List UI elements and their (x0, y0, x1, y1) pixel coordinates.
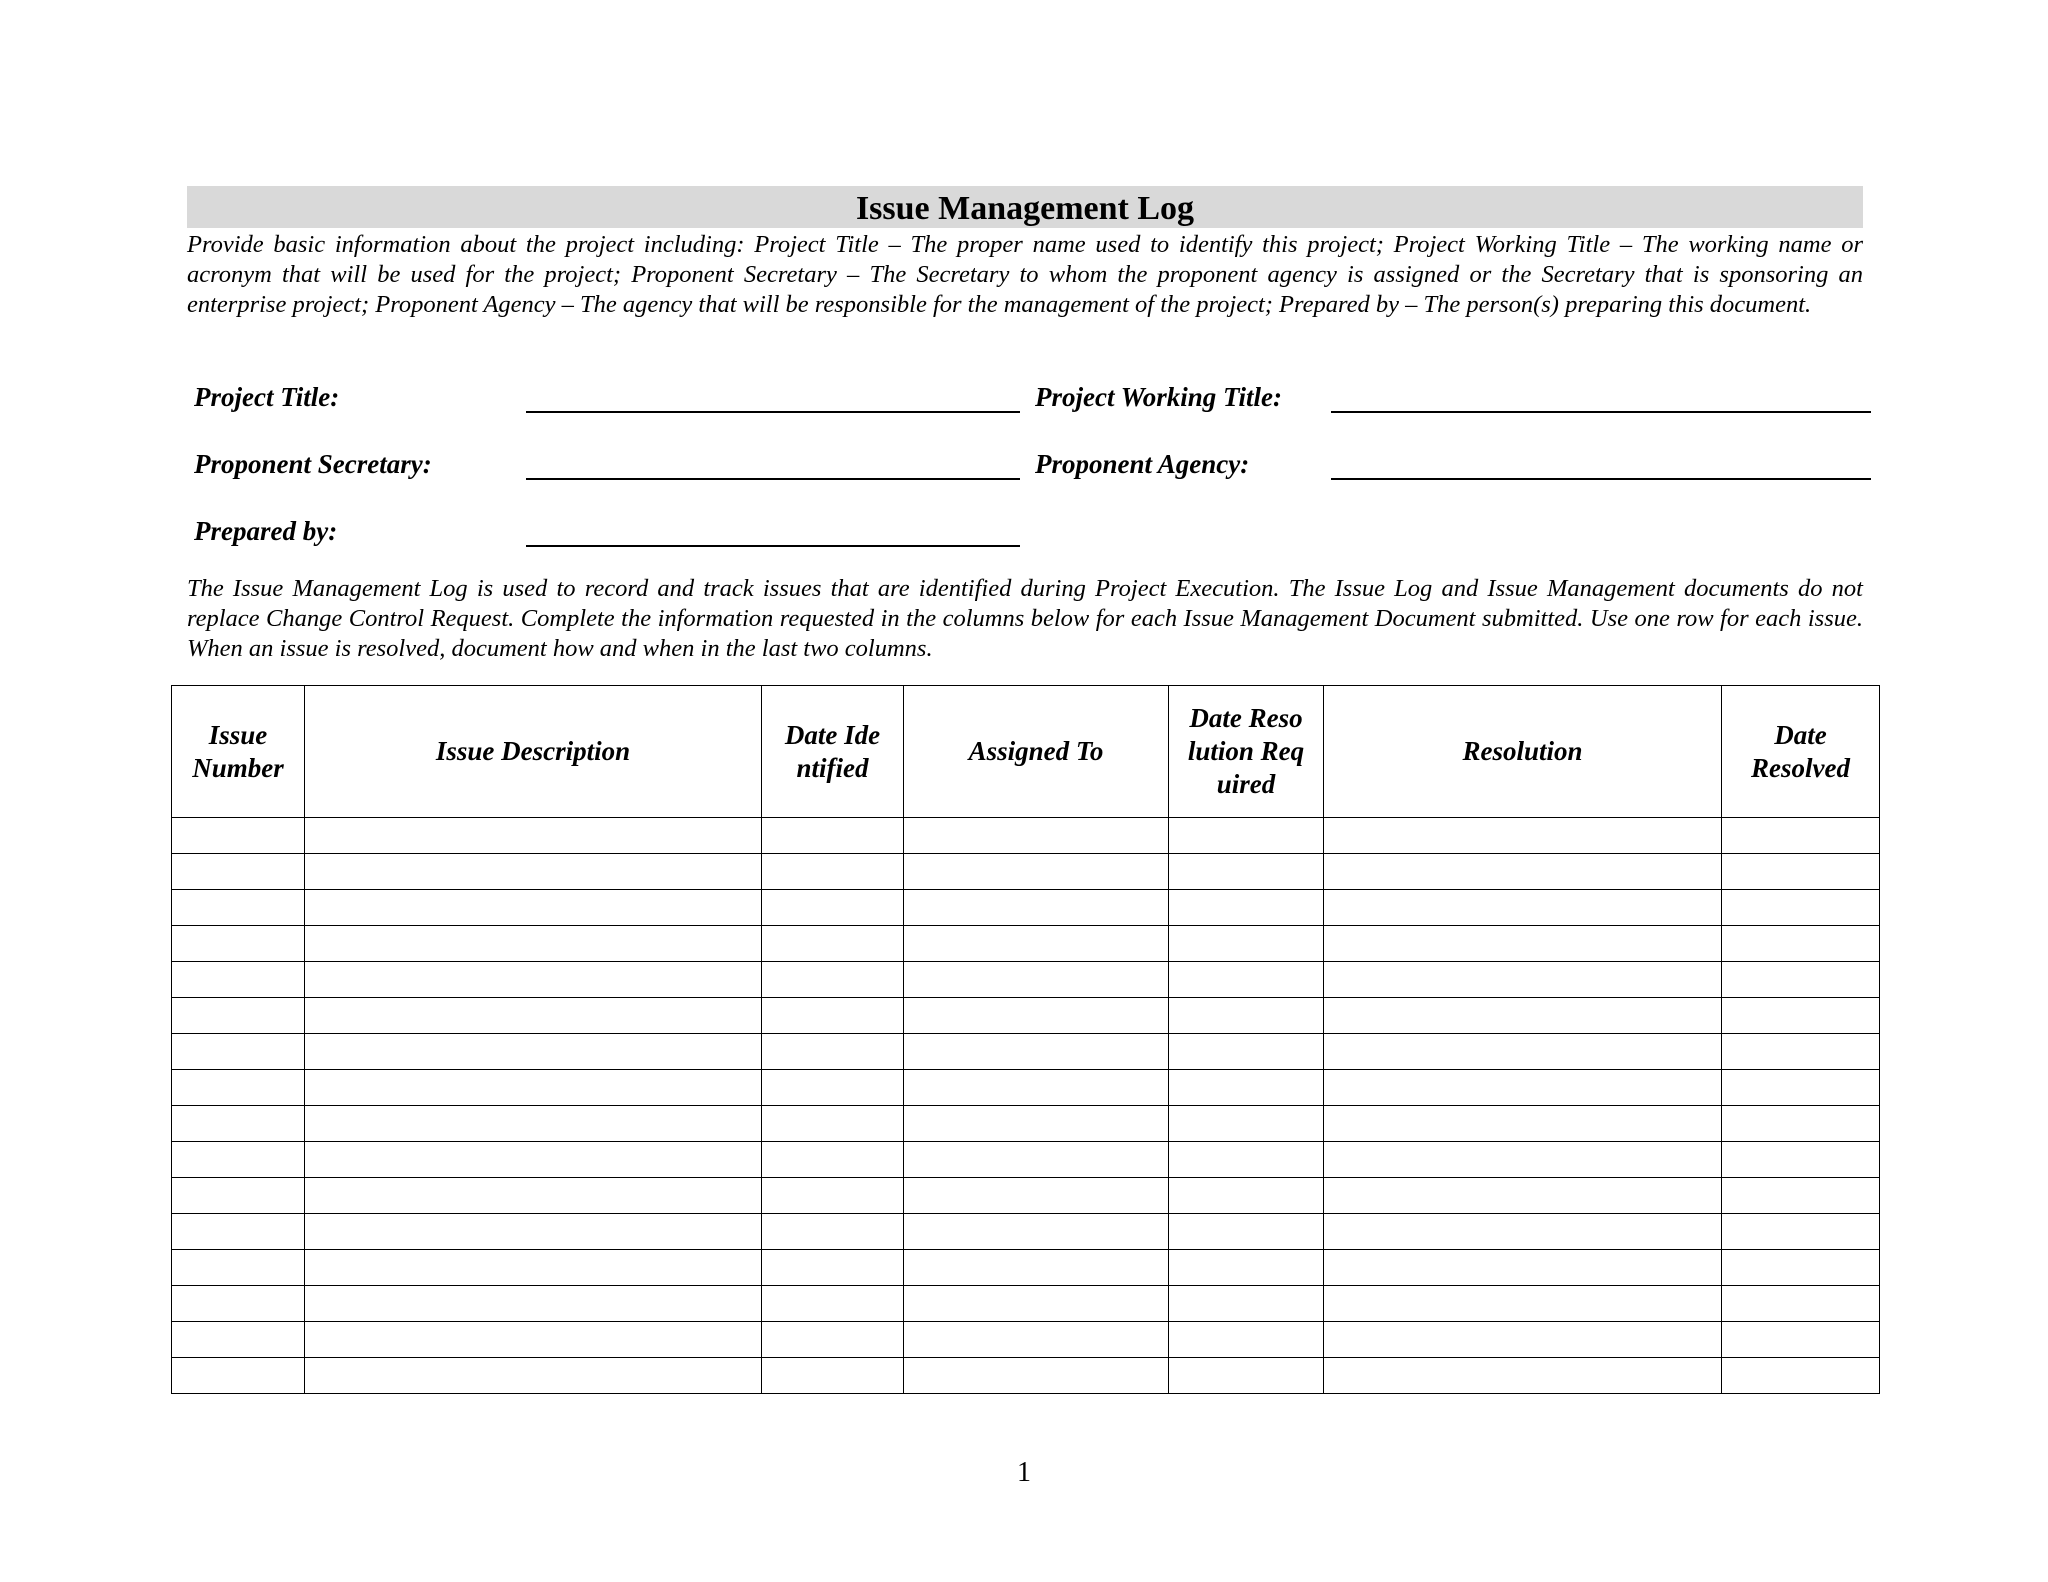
cell-issue-description[interactable] (305, 1214, 762, 1250)
cell-date-identified[interactable] (762, 1250, 904, 1286)
header-issue-number: Issue Number (172, 686, 305, 818)
cell-issue-number[interactable] (172, 1178, 305, 1214)
cell-issue-number[interactable] (172, 1142, 305, 1178)
cell-date-identified[interactable] (762, 926, 904, 962)
cell-resolution[interactable] (1324, 1178, 1722, 1214)
cell-issue-number[interactable] (172, 818, 305, 854)
cell-date-resolution-required[interactable] (1169, 1322, 1324, 1358)
cell-issue-number[interactable] (172, 998, 305, 1034)
cell-issue-description[interactable] (305, 998, 762, 1034)
cell-issue-number[interactable] (172, 1250, 305, 1286)
cell-assigned-to[interactable] (904, 1322, 1169, 1358)
cell-issue-number[interactable] (172, 962, 305, 998)
table-header-row (172, 686, 1880, 818)
cell-issue-description[interactable] (305, 1106, 762, 1142)
cell-date-identified[interactable] (762, 1070, 904, 1106)
table-row (172, 962, 1880, 998)
project-working-title-label: Project Working Title: (1035, 382, 1282, 412)
header-date-resolved: Date Resolved (1722, 686, 1880, 818)
page-number: 1 (1017, 1457, 1031, 1488)
cell-assigned-to[interactable] (904, 1070, 1169, 1106)
cell-issue-number[interactable] (172, 890, 305, 926)
cell-issue-number[interactable] (172, 1106, 305, 1142)
cell-date-resolution-required[interactable] (1169, 1250, 1324, 1286)
cell-date-resolved[interactable] (1722, 926, 1880, 962)
cell-assigned-to[interactable] (904, 1034, 1169, 1070)
cell-date-resolved[interactable] (1722, 1286, 1880, 1322)
header-date-identified: Date Identified (762, 686, 904, 818)
cell-date-resolution-required[interactable] (1169, 1214, 1324, 1250)
cell-issue-description[interactable] (305, 890, 762, 926)
cell-date-resolution-required[interactable] (1169, 962, 1324, 998)
cell-resolution[interactable] (1324, 1106, 1722, 1142)
cell-resolution[interactable] (1324, 998, 1722, 1034)
cell-date-resolution-required[interactable] (1169, 1106, 1324, 1142)
cell-issue-number[interactable] (172, 1214, 305, 1250)
cell-issue-description[interactable] (305, 926, 762, 962)
cell-date-resolution-required[interactable] (1169, 854, 1324, 890)
cell-date-resolved[interactable] (1722, 962, 1880, 998)
prepared-by-label: Prepared by: (194, 516, 338, 546)
cell-assigned-to[interactable] (904, 962, 1169, 998)
document-title: Issue Management Log (187, 186, 1863, 228)
cell-assigned-to[interactable] (904, 1214, 1169, 1250)
cell-assigned-to[interactable] (904, 1142, 1169, 1178)
project-title-label: Project Title: (194, 382, 340, 412)
cell-date-resolution-required[interactable] (1169, 1358, 1324, 1394)
cell-resolution[interactable] (1324, 890, 1722, 926)
cell-assigned-to[interactable] (904, 818, 1169, 854)
cell-assigned-to[interactable] (904, 1286, 1169, 1322)
cell-date-resolution-required[interactable] (1169, 1178, 1324, 1214)
cell-resolution[interactable] (1324, 1358, 1722, 1394)
cell-issue-number[interactable] (172, 1070, 305, 1106)
cell-resolution[interactable] (1324, 854, 1722, 890)
cell-issue-description[interactable] (305, 1070, 762, 1106)
cell-resolution[interactable] (1324, 1214, 1722, 1250)
cell-resolution[interactable] (1324, 1322, 1722, 1358)
cell-issue-description[interactable] (305, 1034, 762, 1070)
cell-date-identified[interactable] (762, 1106, 904, 1142)
cell-issue-number[interactable] (172, 926, 305, 962)
cell-resolution[interactable] (1324, 926, 1722, 962)
cell-date-resolved[interactable] (1722, 1106, 1880, 1142)
cell-date-identified[interactable] (762, 890, 904, 926)
cell-date-identified[interactable] (762, 998, 904, 1034)
cell-resolution[interactable] (1324, 1142, 1722, 1178)
cell-date-resolved[interactable] (1722, 1178, 1880, 1214)
table-row (172, 818, 1880, 854)
project-title-field[interactable] (526, 411, 1020, 413)
cell-date-identified[interactable] (762, 1286, 904, 1322)
cell-issue-description[interactable] (305, 818, 762, 854)
header-assigned-to: Assigned To (904, 686, 1169, 818)
cell-resolution[interactable] (1324, 1034, 1722, 1070)
cell-assigned-to[interactable] (904, 890, 1169, 926)
cell-date-identified[interactable] (762, 1034, 904, 1070)
cell-assigned-to[interactable] (904, 998, 1169, 1034)
cell-issue-description[interactable] (305, 1178, 762, 1214)
cell-assigned-to[interactable] (904, 1358, 1169, 1394)
intro-paragraph: Provide basic information about the project including: Project Title – The proper name used to identify this project; Project Working Title – The working name or acronym that will be used for the project; Proponent Secretary – The Secretary to whom the proponent agency is assigned or the Secretary that is sponsoring an enterprise project; Proponent Agency – The agency that will be responsible for the management of the project; Prepared by – The person(s) preparing this document. (187, 231, 1863, 318)
cell-issue-number[interactable] (172, 1034, 305, 1070)
header-date-resolution-required: Date Resolution Required (1169, 686, 1324, 818)
cell-date-identified[interactable] (762, 854, 904, 890)
table-row (172, 1286, 1880, 1322)
cell-date-resolved[interactable] (1722, 998, 1880, 1034)
cell-date-identified[interactable] (762, 818, 904, 854)
cell-date-resolved[interactable] (1722, 1034, 1880, 1070)
proponent-secretary-field[interactable] (526, 478, 1020, 480)
project-working-title-field[interactable] (1331, 411, 1871, 413)
cell-resolution[interactable] (1324, 962, 1722, 998)
cell-date-resolution-required[interactable] (1169, 890, 1324, 926)
table-row (172, 854, 1880, 890)
cell-issue-description[interactable] (305, 1250, 762, 1286)
issue-log-table (171, 685, 1880, 1394)
cell-issue-description[interactable] (305, 1286, 762, 1322)
cell-date-resolved[interactable] (1722, 890, 1880, 926)
cell-date-resolution-required[interactable] (1169, 926, 1324, 962)
cell-resolution[interactable] (1324, 1070, 1722, 1106)
table-row (172, 998, 1880, 1034)
cell-assigned-to[interactable] (904, 854, 1169, 890)
cell-date-resolution-required[interactable] (1169, 1034, 1324, 1070)
cell-date-identified[interactable] (762, 1322, 904, 1358)
cell-issue-description[interactable] (305, 962, 762, 998)
cell-resolution[interactable] (1324, 1286, 1722, 1322)
cell-assigned-to[interactable] (904, 1250, 1169, 1286)
table-row (172, 1322, 1880, 1358)
table-body (172, 818, 1880, 1394)
cell-date-resolution-required[interactable] (1169, 1142, 1324, 1178)
cell-issue-number[interactable] (172, 1358, 305, 1394)
cell-date-resolved[interactable] (1722, 1070, 1880, 1106)
instructions-paragraph: The Issue Management Log is used to record and track issues that are identified during Project Execution. The Issue Log and Issue Management documents do not replace Change Control Request. Complete the information requested in the columns below for each Issue Management Document submitted. Use one row for each issue. When an issue is resolved, document how and when in the last two columns. (187, 575, 1863, 662)
proponent-secretary-label: Proponent Secretary: (194, 449, 432, 479)
header-issue-description: Issue Description (305, 686, 762, 818)
cell-date-resolution-required[interactable] (1169, 998, 1324, 1034)
proponent-agency-field[interactable] (1331, 478, 1871, 480)
cell-date-identified[interactable] (762, 1214, 904, 1250)
cell-issue-number[interactable] (172, 854, 305, 890)
table-row (172, 1178, 1880, 1214)
cell-issue-description[interactable] (305, 1322, 762, 1358)
cell-assigned-to[interactable] (904, 1106, 1169, 1142)
cell-date-identified[interactable] (762, 962, 904, 998)
table-row (172, 1034, 1880, 1070)
prepared-by-field[interactable] (526, 545, 1020, 547)
cell-date-resolved[interactable] (1722, 1358, 1880, 1394)
proponent-agency-label: Proponent Agency: (1035, 449, 1250, 479)
cell-resolution[interactable] (1324, 818, 1722, 854)
cell-issue-description[interactable] (305, 1358, 762, 1394)
cell-date-resolved[interactable] (1722, 854, 1880, 890)
header-resolution: Resolution (1324, 686, 1722, 818)
table-row (172, 1106, 1880, 1142)
cell-date-resolved[interactable] (1722, 818, 1880, 854)
table-row (172, 926, 1880, 962)
cell-issue-description[interactable] (305, 1142, 762, 1178)
cell-date-identified[interactable] (762, 1358, 904, 1394)
cell-assigned-to[interactable] (904, 926, 1169, 962)
cell-resolution[interactable] (1324, 1250, 1722, 1286)
table-row (172, 1070, 1880, 1106)
cell-issue-number[interactable] (172, 1286, 305, 1322)
cell-date-identified[interactable] (762, 1178, 904, 1214)
cell-date-identified[interactable] (762, 1142, 904, 1178)
table-row (172, 890, 1880, 926)
table-row (172, 1142, 1880, 1178)
cell-date-resolution-required[interactable] (1169, 1070, 1324, 1106)
table-row (172, 1214, 1880, 1250)
cell-date-resolution-required[interactable] (1169, 818, 1324, 854)
cell-issue-description[interactable] (305, 854, 762, 890)
cell-issue-number[interactable] (172, 1322, 305, 1358)
table-row (172, 1250, 1880, 1286)
cell-date-resolved[interactable] (1722, 1142, 1880, 1178)
cell-assigned-to[interactable] (904, 1178, 1169, 1214)
table-row (172, 1358, 1880, 1394)
cell-date-resolved[interactable] (1722, 1250, 1880, 1286)
cell-date-resolution-required[interactable] (1169, 1286, 1324, 1322)
cell-date-resolved[interactable] (1722, 1214, 1880, 1250)
cell-date-resolved[interactable] (1722, 1322, 1880, 1358)
